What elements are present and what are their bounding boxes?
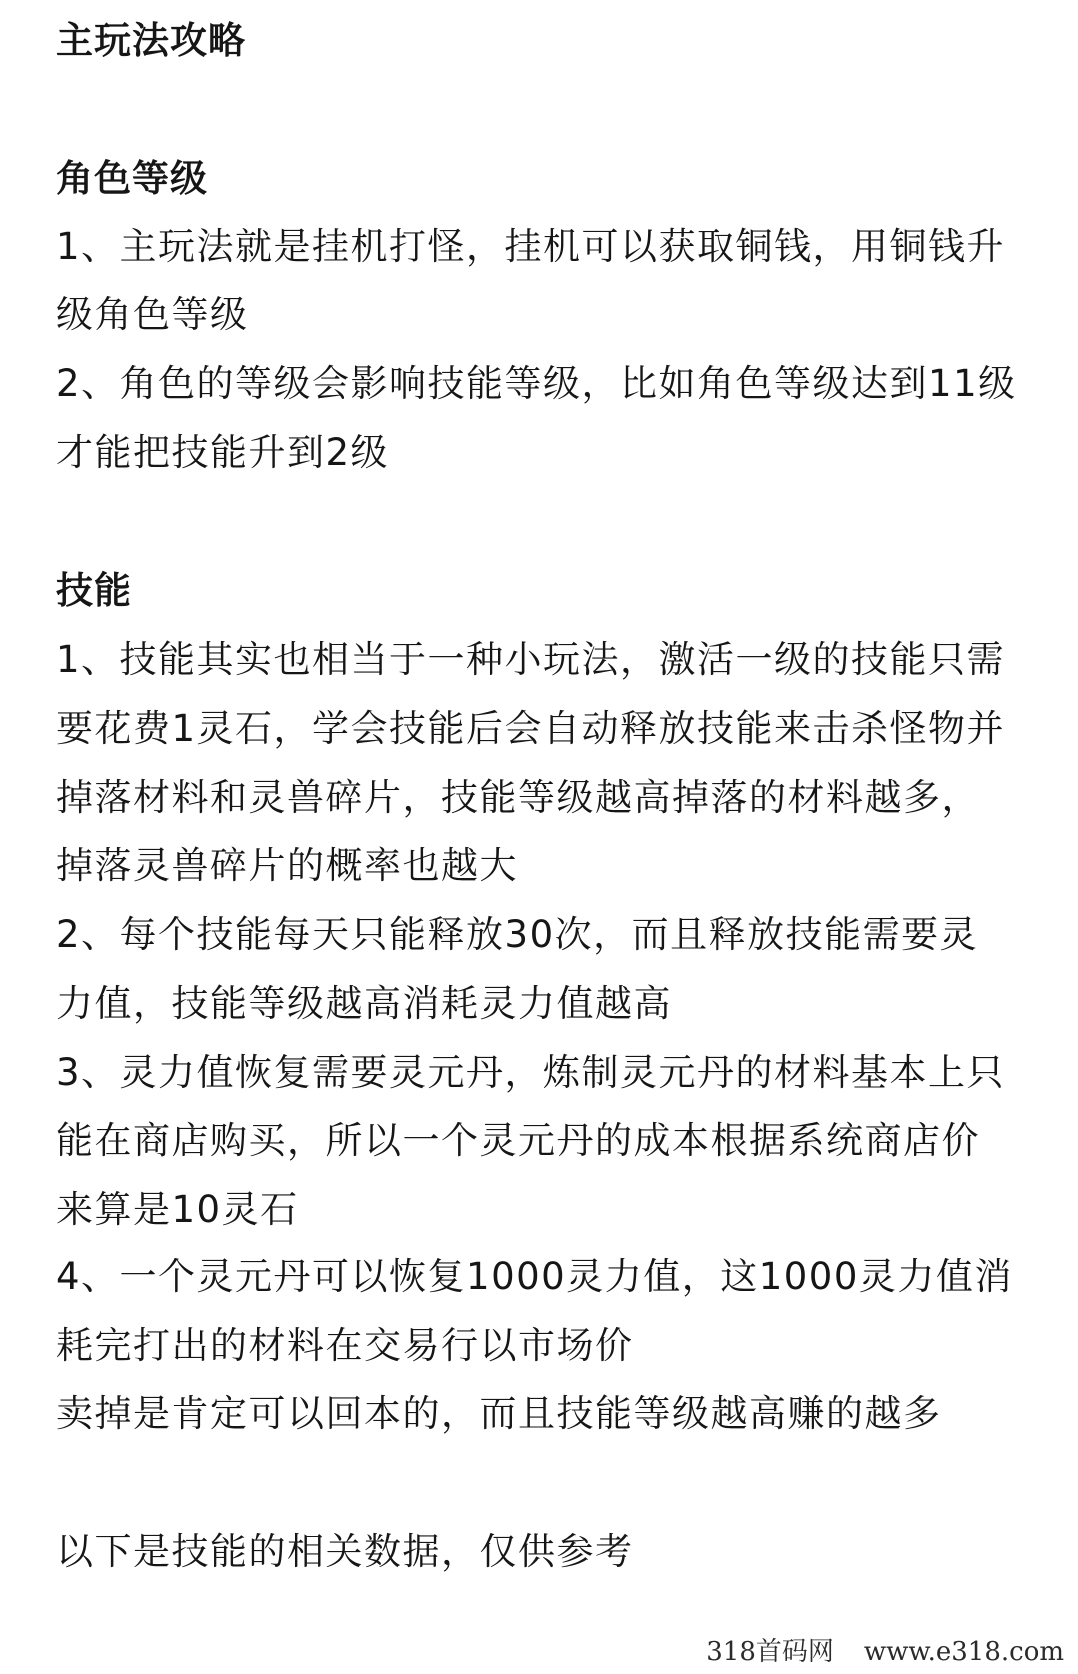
paragraph-line: 1、技能其实也相当于一种小玩法，激活一级的技能只需 bbox=[56, 638, 1006, 681]
paragraph-line: 能在商店购买，所以一个灵元丹的成本根据系统商店价 bbox=[56, 1119, 980, 1162]
paragraph-line: 卖掉是肯定可以回本的，而且技能等级越高赚的越多 bbox=[56, 1392, 942, 1435]
paragraph-line: 来算是10灵石 bbox=[56, 1188, 299, 1231]
section-heading-character-level: 角色等级 bbox=[56, 157, 208, 200]
paragraph-line: 级角色等级 bbox=[56, 293, 249, 336]
watermark-site-name: 318首码网 bbox=[706, 1637, 834, 1667]
paragraph-line: 4、一个灵元丹可以恢复1000灵力值，这1000灵力值消 bbox=[56, 1255, 1013, 1298]
paragraph-line: 3、灵力值恢复需要灵元丹，炼制灵元丹的材料基本上只 bbox=[56, 1051, 1006, 1094]
footer-note: 以下是技能的相关数据，仅供参考 bbox=[56, 1530, 634, 1573]
paragraph-line: 才能把技能升到2级 bbox=[56, 431, 390, 474]
paragraph-line: 2、角色的等级会影响技能等级，比如角色等级达到11级 bbox=[56, 362, 1017, 405]
section-heading-skills: 技能 bbox=[56, 569, 132, 612]
paragraph-line: 耗完打出的材料在交易行以市场价 bbox=[56, 1324, 634, 1367]
paragraph-line: 力值，技能等级越高消耗灵力值越高 bbox=[56, 982, 672, 1025]
page-title: 主玩法攻略 bbox=[56, 19, 246, 62]
watermark-url: www.e318.com bbox=[863, 1637, 1064, 1667]
paragraph-line: 2、每个技能每天只能释放30次，而且释放技能需要灵 bbox=[56, 913, 979, 956]
paragraph-line: 掉落灵兽碎片的概率也越大 bbox=[56, 844, 518, 887]
paragraph-line: 1、主玩法就是挂机打怪，挂机可以获取铜钱，用铜钱升 bbox=[56, 225, 1006, 268]
watermark bbox=[694, 1630, 1078, 1674]
paragraph-line: 要花费1灵石，学会技能后会自动释放技能来击杀怪物并 bbox=[56, 707, 1006, 750]
paragraph-line: 掉落材料和灵兽碎片，技能等级越高掉落的材料越多， bbox=[56, 776, 980, 819]
